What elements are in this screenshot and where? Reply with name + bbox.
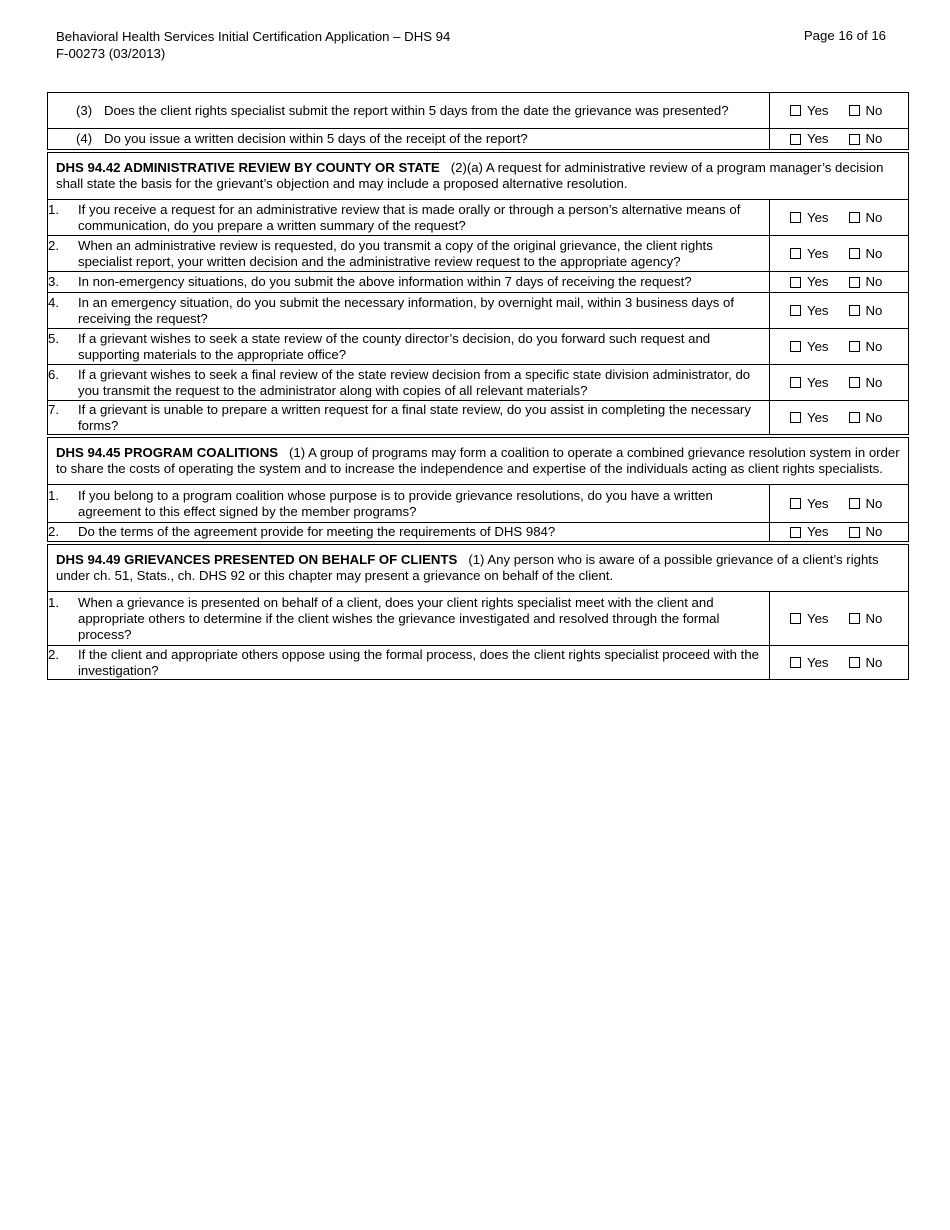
yes-no-group [770, 611, 908, 627]
yes-checkbox[interactable] [790, 212, 801, 223]
yes-no-group [770, 303, 908, 319]
question-text: Do you issue a written decision within 5 days of the receipt of the report? [104, 131, 528, 146]
page-header-left [56, 28, 450, 62]
question-number: 2. [48, 646, 59, 662]
table-row [48, 236, 909, 272]
table-row [48, 272, 909, 293]
yes-checkbox[interactable] [790, 527, 801, 538]
yes-no-group [770, 339, 908, 355]
no-label: No [865, 338, 883, 354]
question-text: If a grievant wishes to seek a final review of the state review decision from a specific state division administrator, do you transmit the request to the administrator along with copies of all relevant materials? [78, 366, 751, 398]
yes-checkbox[interactable] [790, 341, 801, 352]
no-label: No [865, 610, 883, 626]
table-row [48, 485, 909, 523]
section-intro: (1) Any person who is aware of a possible grievance of a client’s rights under ch. 51, Stats., ch. DHS 92 or this chapter may present a grievance on behalf of the client. [56, 552, 879, 583]
table-row [48, 523, 909, 544]
no-checkbox[interactable] [849, 277, 860, 288]
yes-label: Yes [807, 245, 829, 261]
table-row [48, 200, 909, 236]
yes-no-group [770, 524, 908, 540]
question-text: In non-emergency situations, do you submit the above information within 7 days of receiving the request? [78, 274, 692, 289]
question-text: If you receive a request for an administrative review that is made orally or through a person’s alternative means of communication, do you prepare a written summary of the request? [78, 201, 741, 233]
yes-label: Yes [807, 102, 829, 118]
question-number: 2. [48, 237, 59, 253]
question-number: 5. [48, 330, 59, 346]
question-text: When an administrative review is requested, do you transmit a copy of the original grievance, the client rights specialist report, your written decision and the administrative review request to the appropriate agency? [78, 237, 713, 269]
no-label: No [865, 131, 883, 146]
no-checkbox[interactable] [849, 613, 860, 624]
yes-no-group [770, 103, 908, 119]
table-row [48, 646, 909, 680]
question-number: 7. [48, 401, 59, 417]
yes-checkbox[interactable] [790, 613, 801, 624]
question-text: If a grievant is unable to prepare a written request for a final state review, do you assist in completing the necessary forms? [78, 401, 751, 433]
question-text: Do the terms of the agreement provide for meeting the requirements of DHS 984? [78, 524, 556, 539]
no-label: No [865, 302, 883, 318]
question-number: 1. [48, 594, 59, 610]
no-checkbox[interactable] [849, 105, 860, 116]
no-checkbox[interactable] [849, 527, 860, 538]
no-checkbox[interactable] [849, 212, 860, 223]
question-number: 1. [48, 201, 59, 217]
question-number: 1. [48, 487, 59, 503]
yes-no-group [770, 410, 908, 426]
question-number: 6. [48, 366, 59, 382]
no-checkbox[interactable] [849, 305, 860, 316]
no-label: No [865, 654, 883, 670]
yes-label: Yes [807, 302, 829, 318]
question-number: 2. [48, 524, 59, 539]
page-number: Page 16 of 16 [803, 28, 886, 43]
no-label: No [865, 409, 883, 425]
table-row [48, 592, 909, 646]
section-intro: (2)(a) A request for administrative review of a program manager’s decision shall state the basis for the grievant’s objection and may include a proposed alternative resolution. [56, 160, 884, 191]
yes-label: Yes [807, 610, 829, 626]
yes-checkbox[interactable] [790, 412, 801, 423]
yes-label: Yes [807, 495, 829, 511]
yes-label: Yes [807, 338, 829, 354]
questionnaire-table [47, 92, 909, 680]
yes-label: Yes [807, 209, 829, 225]
question-number: (4) [76, 131, 93, 146]
question-number: (3) [76, 102, 93, 118]
no-label: No [865, 374, 883, 390]
form-number: F-00273 (03/2013) [56, 46, 166, 61]
table-row [48, 129, 909, 152]
yes-no-group [770, 274, 908, 290]
yes-no-group [770, 375, 908, 391]
yes-checkbox[interactable] [790, 498, 801, 509]
no-label: No [865, 495, 883, 511]
yes-checkbox[interactable] [790, 305, 801, 316]
question-text: Does the client rights specialist submit the report within 5 days from the date the grievance was presented? [104, 102, 729, 118]
table-row [48, 93, 909, 129]
yes-label: Yes [807, 274, 829, 289]
yes-checkbox[interactable] [790, 105, 801, 116]
no-checkbox[interactable] [849, 377, 860, 388]
yes-label: Yes [807, 374, 829, 390]
no-checkbox[interactable] [849, 134, 860, 145]
section-header-94-49 [48, 543, 909, 592]
yes-label: Yes [807, 654, 829, 670]
yes-checkbox[interactable] [790, 248, 801, 259]
question-text: When a grievance is presented on behalf of a client, does your client rights specialist meet with the client and appropriate others to determine if the client wishes the grievance investigated and resolved through the formal process? [78, 594, 720, 642]
section-title: DHS 94.49 GRIEVANCES PRESENTED ON BEHALF OF CLIENTS [56, 552, 458, 567]
yes-label: Yes [807, 524, 829, 539]
yes-no-group [770, 246, 908, 262]
no-label: No [865, 245, 883, 261]
no-checkbox[interactable] [849, 412, 860, 423]
yes-no-group [770, 131, 908, 147]
no-checkbox[interactable] [849, 341, 860, 352]
no-checkbox[interactable] [849, 657, 860, 668]
yes-checkbox[interactable] [790, 657, 801, 668]
no-label: No [865, 209, 883, 225]
yes-label: Yes [807, 409, 829, 425]
question-text: If a grievant wishes to seek a state review of the county director’s decision, do you forward such request and supporting materials to the appropriate office? [78, 330, 711, 362]
no-label: No [865, 274, 883, 289]
yes-label: Yes [807, 131, 829, 146]
question-text: In an emergency situation, do you submit the necessary information, by overnight mail, within 3 business days of receiving the request? [78, 294, 735, 326]
no-checkbox[interactable] [849, 248, 860, 259]
yes-no-group [770, 655, 908, 671]
no-checkbox[interactable] [849, 498, 860, 509]
table-row [48, 365, 909, 401]
section-header-94-42 [48, 151, 909, 200]
section-intro: (1) A group of programs may form a coalition to operate a combined grievance resolution system in order to share the costs of operating the system and to increase the independence and expertise of the individuals acting as client rights specialists. [56, 445, 900, 476]
form-title: Behavioral Health Services Initial Certification Application – DHS 94 [56, 29, 451, 44]
question-number: 3. [48, 274, 59, 289]
yes-checkbox[interactable] [790, 277, 801, 288]
question-text: If you belong to a program coalition whose purpose is to provide grievance resolutions, do you have a written agreement to this effect signed by the member programs? [78, 487, 713, 519]
no-label: No [865, 524, 883, 539]
yes-checkbox[interactable] [790, 134, 801, 145]
table-row [48, 329, 909, 365]
question-number: 4. [48, 294, 59, 310]
no-label: No [865, 102, 883, 118]
question-text: If the client and appropriate others oppose using the formal process, does the client rights specialist proceed with the investigation? [78, 646, 760, 678]
yes-no-group [770, 210, 908, 226]
table-row [48, 293, 909, 329]
section-header-94-45 [48, 436, 909, 485]
table-row [48, 401, 909, 437]
section-title: DHS 94.45 PROGRAM COALITIONS [56, 445, 279, 460]
yes-checkbox[interactable] [790, 377, 801, 388]
section-title: DHS 94.42 ADMINISTRATIVE REVIEW BY COUNTY OR STATE [56, 160, 440, 175]
yes-no-group [770, 496, 908, 512]
